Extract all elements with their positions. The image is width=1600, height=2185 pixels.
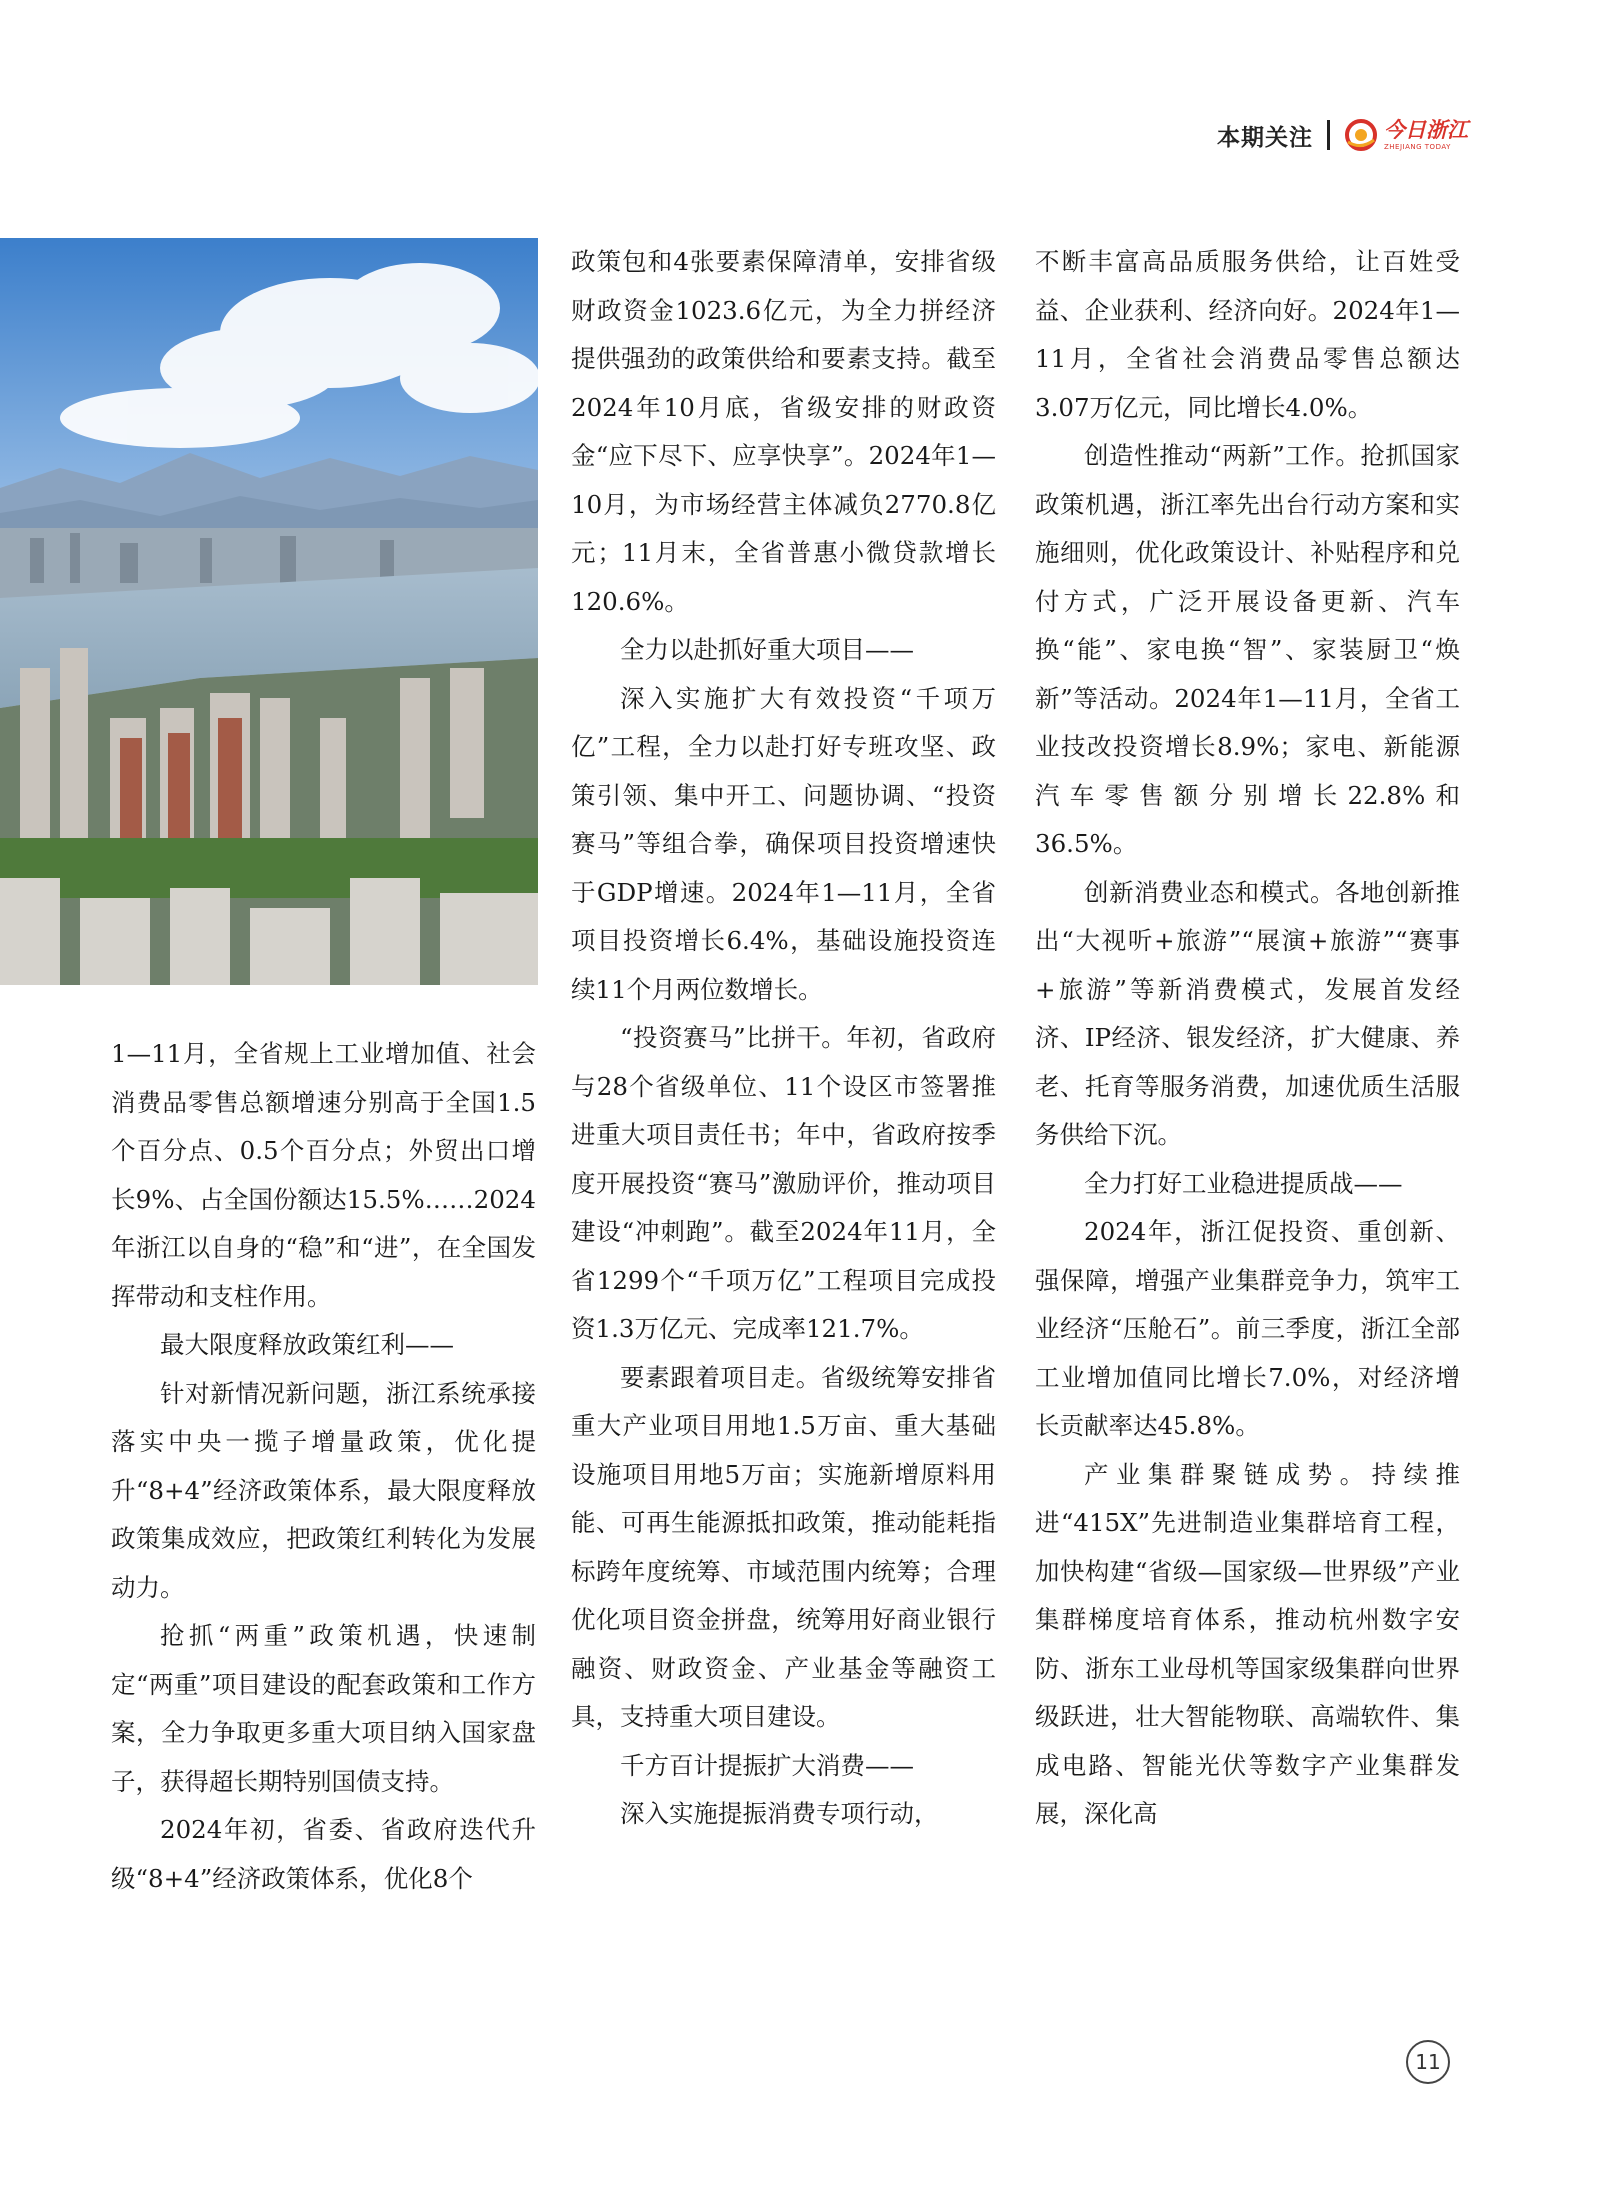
section-title: 本期关注: [1217, 124, 1313, 151]
page-header: [1217, 118, 1468, 152]
subheading: 全力以赴抓好重大项目——: [620, 635, 914, 664]
paragraph: 产业集群聚链成势。持续推进“415X”先进制造业集群培育工程，加快构建“省级—国家级—世界级”产业集群梯度培育体系，推动杭州数字安防、浙东工业母机等国家级集群向世界级跃进，壮大智能物联、高端软件、集成电路、智能光伏等数字产业集群发展，深化高: [1035, 1459, 1460, 1828]
paragraph: 不断丰富高品质服务供给，让百姓受益、企业获利、经济向好。2024年1—11月，全省社会消费品零售总额达3.07万亿元，同比增长4.0%。: [1035, 247, 1460, 422]
paragraph: 深入实施扩大有效投资“千项万亿”工程，全力以赴打好专班攻坚、政策引领、集中开工、问题协调、“投资赛马”等组合拳，确保项目投资增速快于GDP增速。2024年1—11月，全省项目投资增长6.4%，基础设施投资连续11个月两位数增长。: [571, 683, 996, 1004]
paragraph: 2024年，浙江促投资、重创新、强保障，增强产业集群竞争力，筑牢工业经济“压舱石”。前三季度，浙江全部工业增加值同比增长7.0%，对经济增长贡献率达45.8%。: [1035, 1217, 1460, 1440]
paragraph: 创新消费业态和模式。各地创新推出“大视听+旅游”“展演+旅游”“赛事+旅游”等新消费模式，发展首发经济、IP经济、银发经济，扩大健康、养老、托育等服务消费，加速优质生活服务供给下沉。: [1035, 877, 1460, 1149]
subheading: 全力打好工业稳进提质战——: [1084, 1168, 1403, 1198]
text-column-3: [1035, 238, 1460, 1839]
city-skyline-photo: [0, 238, 538, 985]
paragraph: 抢抓“两重”政策机遇，快速制定“两重”项目建设的配套政策和工作方案，全力争取更多重大项目纳入国家盘子，获得超长期特别国债支持。: [111, 1621, 536, 1796]
paragraph: 针对新情况新问题，浙江系统承接落实中央一揽子增量政策，优化提升“8+4”经济政策体系，最大限度释放政策集成效应，把政策红利转化为发展动力。: [111, 1378, 536, 1602]
text-column-2: [571, 238, 996, 1839]
paragraph: 政策包和4张要素保障清单，安排省级财政资金1023.6亿元，为全力拼经济提供强劲的政策供给和要素支持。截至2024年10月底，省级安排的财政资金“应下尽下、应享快享”。2024年1—10月，为市场经营主体减负2770.8亿元；11月末，全省普惠小微贷款增长120.6%。: [571, 247, 996, 616]
subheading: 千方百计提振扩大消费——: [620, 1750, 914, 1780]
sun-logo-icon: [1344, 118, 1378, 152]
paragraph: 要素跟着项目走。省级统筹安排省重大产业项目用地1.5万亩、重大基础设施项目用地5万亩；实施新增原料用能、可再生能源抵扣政策，推动能耗指标跨年度统筹、市域范围内统筹；合理优化项目资金拼盘，统筹用好商业银行融资、财政资金、产业基金等融资工具，支持重大项目建设。: [571, 1362, 996, 1731]
logo-english-text: ZHEJIANG TODAY: [1384, 142, 1451, 151]
text-column-1: [111, 1030, 536, 1903]
paragraph: 1—11月，全省规上工业增加值、社会消费品零售总额增速分别高于全国1.5个百分点、0.5个百分点；外贸出口增长9%、占全国份额达15.5%……2024年浙江以自身的“稳”和“进”，在全国发挥带动和支柱作用。: [111, 1039, 536, 1311]
paragraph: 深入实施提振消费专项行动，: [620, 1799, 939, 1828]
subheading: 最大限度释放政策红利——: [160, 1330, 454, 1359]
page-number: 11: [1406, 2040, 1450, 2084]
paragraph: 2024年初，省委、省政府迭代升级“8+4”经济政策体系，优化8个: [111, 1815, 536, 1893]
logo-chinese-text: 今日浙江: [1384, 117, 1468, 142]
paragraph: “投资赛马”比拼干。年初，省政府与28个省级单位、11个设区市签署推进重大项目责任书；年中，省政府按季度开展投资“赛马”激励评价，推动项目建设“冲刺跑”。截至2024年11月，全省1299个“千项万亿”工程项目完成投资1.3万亿元、完成率121.7%。: [571, 1023, 996, 1343]
magazine-logo: [1344, 118, 1468, 152]
paragraph: 创造性推动“两新”工作。抢抓国家政策机遇，浙江率先出台行动方案和实施细则，优化政策设计、补贴程序和兑付方式，广泛开展设备更新、汽车换“能”、家电换“智”、家装厨卫“焕新”等活动。2024年1—11月，全省工业技改投资增长8.9%；家电、新能源汽车零售额分别增长22.8%和36.5%。: [1035, 441, 1460, 858]
header-divider: [1327, 120, 1330, 150]
